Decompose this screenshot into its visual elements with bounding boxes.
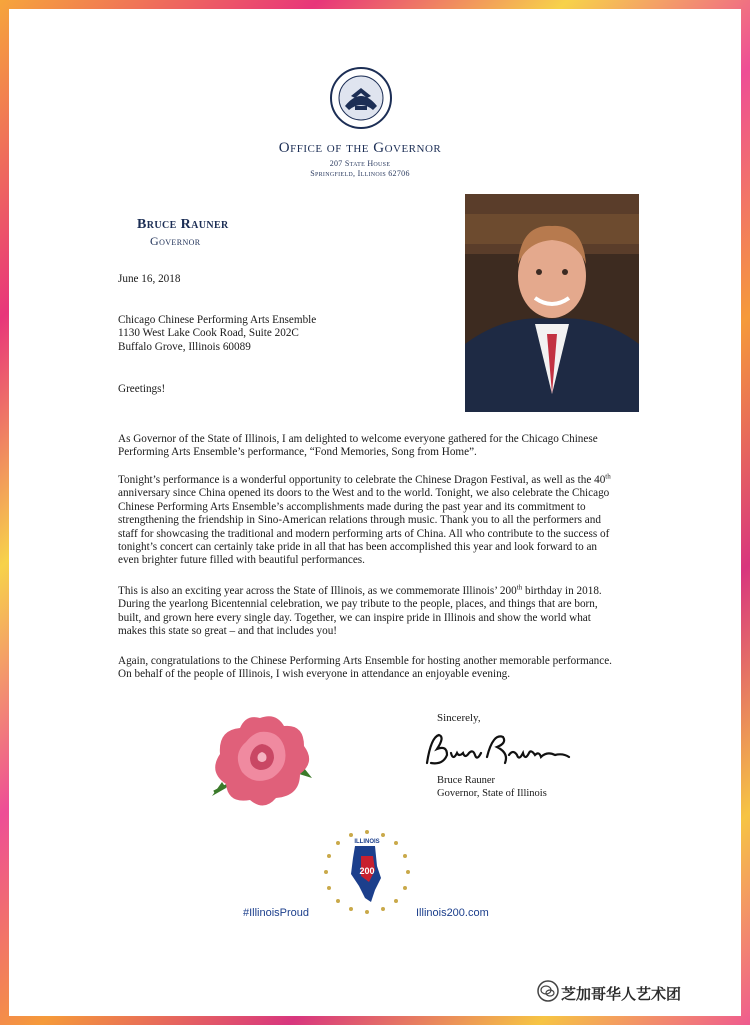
sender-title: Governor <box>150 234 201 248</box>
paragraph-line: As Governor of the State of Illinois, I am delighted to welcome everyone gathered for the Chicago Chinese <box>118 433 598 445</box>
office-title: Office of the Governor <box>278 140 442 156</box>
paragraph-line: staff for showcasing the traditional and modern performing arts of China. All who contribute to the success of <box>118 527 610 540</box>
signer-name: Bruce Rauner <box>437 775 496 786</box>
paragraph-2 <box>118 474 644 568</box>
hashtag-link[interactable]: #IllinoisProud <box>243 907 310 919</box>
paragraph-1 <box>118 433 644 460</box>
paragraph-line <box>118 585 644 598</box>
paragraph-line: Again, congratulations to the Chinese Performing Arts Ensemble for hosting another memorable performance. <box>118 655 612 667</box>
paragraph-line: even brighter future filled with beautiful performances. <box>118 554 365 567</box>
paragraph-line: makes this state so great – and that includes you! <box>118 625 338 638</box>
signer-title: Governor, State of Illinois <box>437 788 547 799</box>
rose-image <box>204 712 316 812</box>
recipient-line: Buffalo Grove, Illinois 60089 <box>118 340 251 353</box>
ordinal-suffix: th <box>516 583 523 592</box>
paragraph-text: birthday in 2018. <box>522 585 602 597</box>
letter-page <box>9 9 741 1016</box>
signer-block <box>437 774 547 800</box>
ordinal-suffix: th <box>605 472 611 481</box>
website-link[interactable]: Illinois200.com <box>416 907 489 919</box>
paragraph-line: anniversary since China opened its doors to the West and to the world. Tonight, we also celebrate the Chicago <box>118 487 610 500</box>
state-seal-icon <box>329 66 393 130</box>
sender-name: Bruce Rauner <box>137 217 229 232</box>
paragraph-line: built, and grown here every single day. Together, we can inspire pride in Illinois and show the world what <box>118 611 591 624</box>
paragraph-line: On behalf of the people of Illinois, I wish everyone in attendance an enjoyable evening. <box>118 668 511 681</box>
greeting: Greetings! <box>118 383 166 395</box>
illinois-bicentennial-logo <box>321 826 413 918</box>
logo-text-top: ILLINOIS <box>354 839 380 845</box>
paragraph-3 <box>118 585 644 639</box>
recipient-line: 1130 West Lake Cook Road, Suite 202C <box>118 327 299 340</box>
paragraph-4 <box>118 655 644 682</box>
governor-portrait <box>465 194 639 412</box>
paragraph-line <box>118 474 644 487</box>
paragraph-text: This is also an exciting year across the State of Illinois, as we commemorate Illinois’ 200 <box>118 585 517 597</box>
wechat-icon <box>537 980 559 1002</box>
recipient-line: Chicago Chinese Performing Arts Ensemble <box>118 314 317 326</box>
paragraph-line: tonight’s concert can certainly take pride in all that has been accomplished this year and look forward to an <box>118 541 598 554</box>
paragraph-line: During the yearlong Bicentennial celebration, we pay tribute to the people, places, and things that are born, <box>118 598 598 611</box>
watermark-text: 芝加哥华人艺术团 <box>561 985 682 1003</box>
paragraph-text: Tonight’s performance is a wonderful opportunity to celebrate the Chinese Dragon Festival, as well as the 40 <box>118 474 606 486</box>
address-line-1: 207 State House <box>329 159 391 168</box>
letter-date: June 16, 2018 <box>118 273 181 285</box>
paragraph-line: Chinese Performing Arts Ensemble’s accomplishments made during the past year and its commitment to <box>118 500 586 513</box>
address-line-2: Springfield, Illinois 62706 <box>310 169 410 178</box>
logo-number: 200 <box>359 866 375 876</box>
handwritten-signature <box>421 727 571 775</box>
recipient-address <box>118 314 644 354</box>
closing-line: Sincerely, <box>437 712 481 724</box>
paragraph-line: strengthening the friendship in Sino-American relations through music. Thank you to all the performers and <box>118 514 601 527</box>
paragraph-line: Performing Arts Ensemble’s performance, “Fond Memories, Song from Home”. <box>118 446 477 459</box>
